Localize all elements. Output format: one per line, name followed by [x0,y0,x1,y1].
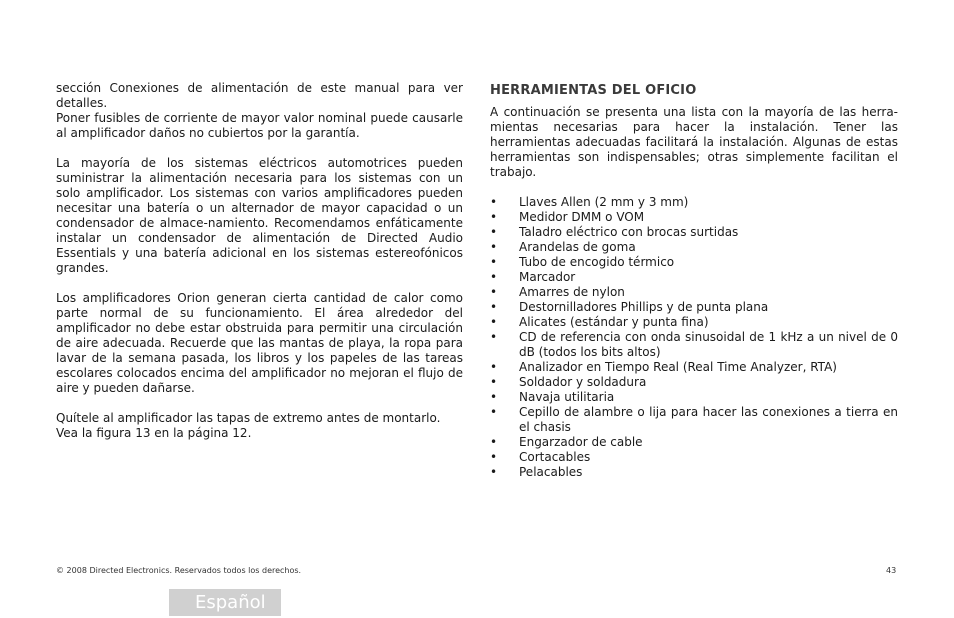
tool-list-item: • Navaja utilitaria [490,390,898,405]
tool-list-item: • Medidor DMM o VOM [490,210,898,225]
section-heading: HERRAMIENTAS DEL OFICIO [490,83,697,98]
tool-list-item: • Marcador [490,270,898,285]
language-tab: Español [169,589,281,616]
tool-list-item: • Alicates (estándar y punta fina) [490,315,898,330]
tool-list-item: • Cepillo de alambre o lija para hacer las conexiones a tierra en el chasis [490,405,898,435]
paragraph-heat: Los amplificadores Orion generan cierta cantidad de calor como parte normal de su funcionamiento. El área alrededor del amplificador no debe estar obstruida para permitir una circulación de aire adecuada. Recuerde que las mantas de playa, la ropa para lavar de la semana pasada, los libros y los papeles de las tareas escolares colocados encima del amplificador no mejoran el flujo de aire y pueden dañarse. [56,291,463,395]
tool-list-item: • Llaves Allen (2 mm y 3 mm) [490,195,898,210]
tool-list-item: • Engarzador de cable [490,435,898,450]
tool-list-item: • Soldador y soldadura [490,375,898,390]
tool-list-item: • Destornilladores Phillips y de punta plana [490,300,898,315]
paragraph-electrical-systems: La mayoría de los sistemas eléctricos automotrices pueden suministrar la alimentación necesaria para los sistemas con un solo amplificador. Los sistemas con varios amplificadores pueden necesitar una batería o un alternador de mayor capacidad o un condensador de almace-namiento. Recomendamos enfáticamente instalar un condensador de alimentación de Directed Audio Essentials y una batería adicional en los sistemas estereofónicos grandes. [56,156,463,275]
left-column [56,81,463,456]
intro-paragraph: A continuación se presenta una lista con la mayoría de las herra-mientas necesarias para hacer la instalación. Tener las herramientas adecuadas facilitará la instalación. Algunas de estas herramientas son indispensables; otras simplemente facilitan el trabajo. [490,105,898,179]
tool-list-item: • Amarres de nylon [490,285,898,300]
tool-list-item: • CD de referencia con onda sinusoidal de 1 kHz a un nivel de 0 dB (todos los bits altos) [490,330,898,360]
copyright-notice: © 2008 Directed Electronics. Reservados todos los derechos. [56,566,302,575]
right-column [490,83,898,480]
tool-list-item: • Taladro eléctrico con brocas surtidas [490,225,898,240]
tool-list-item: • Arandelas de goma [490,240,898,255]
tools-list [490,195,898,480]
tool-list-item: • Cortacables [490,450,898,465]
page-number: 43 [886,566,897,575]
tool-list-item: • Analizador en Tiempo Real (Real Time Analyzer, RTA) [490,360,898,375]
tool-list-item: • Pelacables [490,465,898,480]
paragraph-fuses: sección Conexiones de alimentación de este manual para ver detalles. Poner fusibles de corriente de mayor valor nominal puede causarle al amplificador daños no cubiertos por la garantía. [56,81,463,140]
paragraph-end-caps: Quítele al amplificador las tapas de extremo antes de montarlo. Vea la figura 13 en la página 12. [56,411,441,440]
tool-list-item: • Tubo de encogido térmico [490,255,898,270]
